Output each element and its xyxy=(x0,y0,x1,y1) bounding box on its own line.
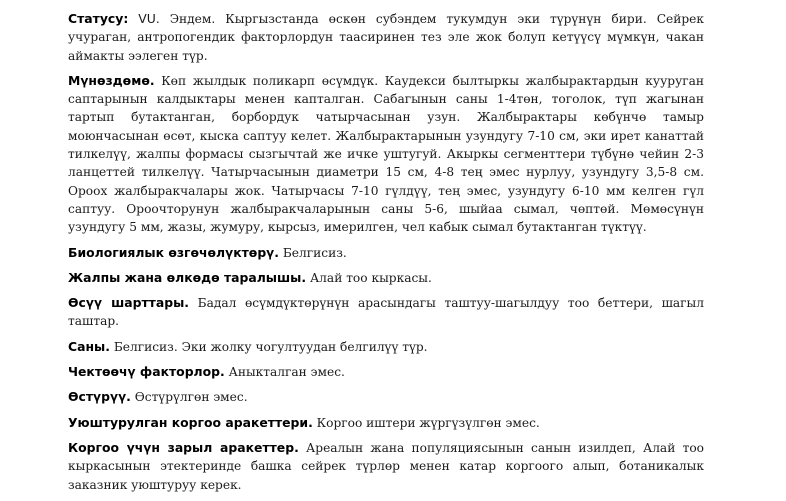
description-paragraph xyxy=(68,72,704,237)
abundance-paragraph xyxy=(68,338,704,356)
biology-heading: Биологиялык өзгөчөлүктөрү. xyxy=(68,244,279,260)
status-paragraph xyxy=(68,10,704,65)
habitat-text: Бадал өсүмдүктөрүнүн арасындагы таштуу-шагылдуу тоо беттери, шагыл таштар. xyxy=(68,296,704,329)
document-page xyxy=(68,10,704,501)
biology-text: Белгисиз. xyxy=(282,245,347,260)
cultivation-heading: Өстүрүү. xyxy=(68,389,131,405)
status-text: . Эндем. Кыргызстанда өскөн субэндем тукумдун эки түрүнүн бири. Сейрек учураган, антропогендик факторлордун таасиринен тез эле жок болуп кетүүсү мүмкүн, чакан аймакты ээлеген түр. xyxy=(68,12,704,63)
distribution-heading: Жалпы жана өлкөдө таралышы. xyxy=(68,269,307,285)
status-heading: Статусу: xyxy=(68,11,129,26)
required-actions-text: Ареалын жана популяциясынын санын изилдеп, Алай тоо кыркасынын этектеринде башка сейрек түрлөр менен катар коргоого алып, ботаникалык заказник уюштуруу керек. xyxy=(68,440,704,492)
limiting-factors-paragraph xyxy=(68,363,704,381)
limiting-factors-text: Аныкталган эмес. xyxy=(228,365,345,380)
cultivation-text: Өстүрүлгөн эмес. xyxy=(134,390,248,405)
distribution-paragraph xyxy=(68,269,704,287)
description-text: Көп жылдык поликарп өсүмдүк. Каудекси былтыркы жалбырактардын кууруган саптарынын калдыктары менен капталган. Сабагынын саны 1-4төн, тоголок, түп жагынан тартып бутактанган, борбордук чатырчасынан узун. Жалбырактары көбүнчө тамыр моюнчасынан өсөт, кыска саптуу келет. Жалбырактарынын узундугу 7-10 см, эки ирет канаттай тилкелүү, жалпы формасы сызгычтай же ичке уштугуй. Акыркы сегменттери түбүнө чейин 2-3 ланцеттей тилкелүү. Чатырчасынын диаметри 15 см, 4-8 тең эмес нурлуу, узундугу 3,5-8 см. Ороох жалбыракчалары жок. Чатырчасы 7-10 гүлдүү, тең эмес, узундугу 6-10 мм келген гүл саптуу. Ороочторунун жалбыракчаларынын саны 5-6, шыйаа сымал, чөптөй. Мөмөсүнүн узундугу 5 мм, жазы, жумуру, кырсыз, имерилген, чел кабык сымал бутактанган түктүү. xyxy=(68,73,705,235)
limiting-factors-heading: Чектөөчү факторлор. xyxy=(68,364,225,380)
status-code: VU xyxy=(138,11,156,26)
description-heading: Мүнөздөмө. xyxy=(68,72,155,88)
habitat-paragraph xyxy=(68,294,704,331)
protection-measures-paragraph xyxy=(68,414,704,432)
abundance-heading: Саны. xyxy=(68,338,110,354)
required-actions-heading: Коргоо үчүн зарыл аракеттер. xyxy=(68,439,299,455)
habitat-heading: Өсүү шарттары. xyxy=(68,295,189,311)
cultivation-paragraph xyxy=(68,388,704,406)
biology-paragraph xyxy=(68,244,704,262)
protection-measures-text: Коргоо иштери жүргүзүлгөн эмес. xyxy=(316,415,540,430)
required-actions-paragraph xyxy=(68,439,704,494)
abundance-text: Белгисиз. Эки жолку чогултуудан белгилүү түр. xyxy=(113,339,428,354)
protection-measures-heading: Уюштурулган коргоо аракеттери. xyxy=(68,414,313,430)
distribution-text: Алай тоо кыркасы. xyxy=(309,270,432,285)
